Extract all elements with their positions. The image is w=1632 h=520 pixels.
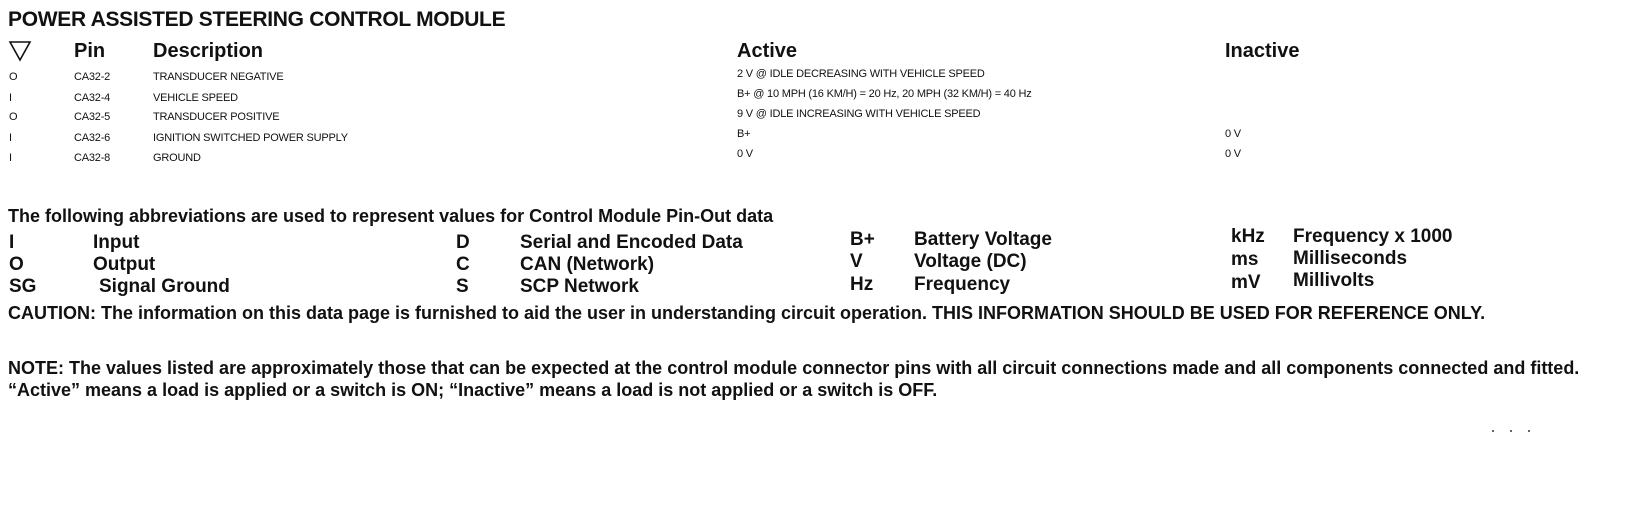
abbreviation-meaning: Signal Ground [99, 276, 230, 297]
row-io-type: O [9, 111, 18, 123]
scan-speck [1510, 430, 1512, 432]
abbreviation-code: O [9, 254, 24, 275]
row-io-type: I [9, 132, 12, 144]
abbreviation-meaning: Frequency [914, 274, 1011, 295]
abbreviation-code: S [456, 276, 469, 297]
row-description: TRANSDUCER NEGATIVE [153, 71, 284, 83]
abbreviation-meaning: Voltage (DC) [914, 251, 1027, 272]
row-description: VEHICLE SPEED [153, 92, 238, 104]
page-title: POWER ASSISTED STEERING CONTROL MODULE [8, 8, 506, 31]
column-header-pin: Pin [74, 40, 106, 62]
abbreviation-meaning: Battery Voltage [914, 229, 1052, 250]
abbreviation-code: V [850, 251, 863, 272]
column-header-active: Active [737, 40, 798, 62]
row-pin: CA32-4 [74, 92, 111, 104]
scan-speck [1492, 430, 1494, 432]
abbreviation-code: mV [1231, 272, 1261, 293]
abbreviation-meaning: Output [93, 254, 156, 275]
row-inactive-value: 0 V [1225, 128, 1241, 140]
abbreviation-code: B+ [850, 229, 875, 250]
row-description: GROUND [153, 152, 201, 164]
row-description: TRANSDUCER POSITIVE [153, 111, 280, 123]
row-io-type: I [9, 152, 12, 164]
abbreviation-meaning: CAN (Network) [520, 254, 655, 275]
abbreviation-code: D [456, 232, 470, 253]
row-io-type: I [9, 92, 12, 104]
abbreviation-code: I [9, 232, 15, 253]
row-description: IGNITION SWITCHED POWER SUPPLY [153, 132, 348, 144]
abbreviations-intro: The following abbreviations are used to represent values for Control Module Pin-Out data [8, 206, 774, 226]
row-active-value: 0 V [737, 148, 753, 160]
scan-speck [1528, 430, 1530, 432]
note-text: NOTE: The values listed are approximately those that can be expected at the control module connector pins with all circuit connections made and all components connected and fitted. “Active” means a load is applied or a switch is ON; “Inactive” means a load is not applied or a switch is OFF. [8, 358, 1580, 400]
row-active-value: B+ [737, 128, 751, 140]
row-active-value: 2 V @ IDLE DECREASING WITH VEHICLE SPEED [737, 68, 985, 80]
abbreviation-meaning: SCP Network [520, 276, 639, 297]
column-header-description: Description [153, 40, 264, 62]
abbreviation-code: SG [9, 276, 37, 297]
row-pin: CA32-2 [74, 71, 111, 83]
abbreviation-meaning: Serial and Encoded Data [520, 232, 743, 253]
row-active-value: 9 V @ IDLE INCREASING WITH VEHICLE SPEED [737, 108, 981, 120]
column-header-inactive: Inactive [1225, 40, 1300, 62]
row-io-type: O [9, 71, 18, 83]
abbreviation-meaning: Frequency x 1000 [1293, 226, 1453, 247]
caution-text: CAUTION: The information on this data page is furnished to aid the user in understanding circuit operation. THIS INFORMATION SHOULD BE USED FOR REFERENCE ONLY. [8, 303, 1486, 323]
row-pin: CA32-6 [74, 132, 111, 144]
abbreviation-code: ms [1231, 249, 1259, 270]
row-inactive-value: 0 V [1225, 148, 1241, 160]
abbreviation-code: kHz [1231, 226, 1265, 247]
triangle-down-icon [8, 40, 32, 62]
abbreviation-meaning: Milliseconds [1293, 248, 1408, 269]
row-active-value: B+ @ 10 MPH (16 KM/H) = 20 Hz, 20 MPH (32 KM/H) = 40 Hz [737, 88, 1032, 100]
abbreviation-meaning: Input [93, 232, 140, 253]
abbreviation-meaning: Millivolts [1293, 270, 1375, 291]
abbreviation-code: Hz [850, 274, 874, 295]
row-pin: CA32-5 [74, 111, 111, 123]
abbreviation-code: C [456, 254, 470, 275]
row-pin: CA32-8 [74, 152, 111, 164]
